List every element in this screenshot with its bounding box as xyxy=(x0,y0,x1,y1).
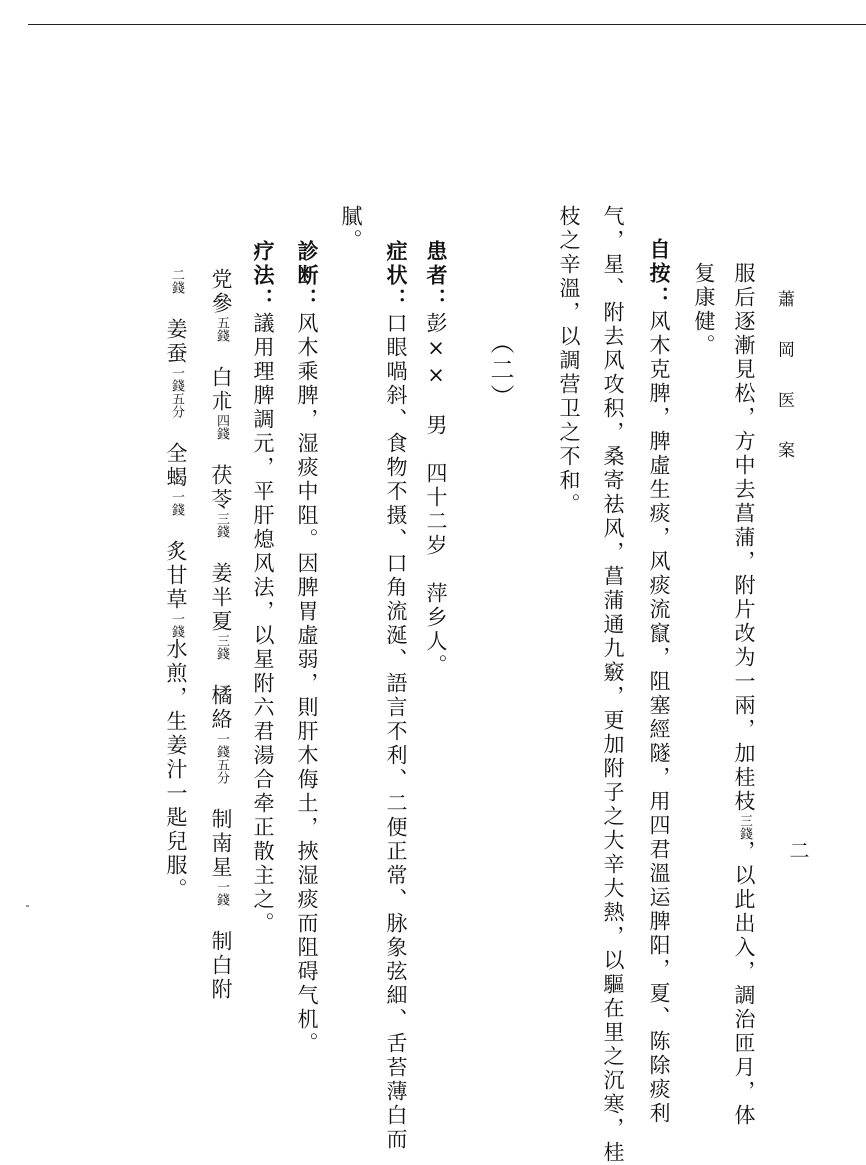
prescription-column-1 xyxy=(210,268,231,1002)
herb: 白朮 xyxy=(209,366,233,414)
herb-dose: 三錢 xyxy=(214,512,229,538)
herb-dose: 一錢 xyxy=(169,490,184,516)
text: 服后逐漸見松，方中去菖蒲，附片改为一兩，加桂枝 xyxy=(732,262,756,814)
herb: 全蝎 xyxy=(164,442,188,490)
text-column-b1-3 xyxy=(648,238,670,1126)
label-symptoms: 症状： xyxy=(384,240,409,312)
prescription-column-2 xyxy=(165,268,186,902)
text: 口眼喎斜、食物不摄、口角流涎、語言不利、二便正常、脉象弦細、舌苔薄白而 xyxy=(384,312,408,1152)
text-column-b2-5 xyxy=(252,240,274,936)
herb-dose: 一錢 xyxy=(169,612,184,638)
label-treatment: 疗法： xyxy=(251,240,276,312)
text: 水煎，生姜汁一匙兒服。 xyxy=(164,638,188,902)
label-self-note: 自按： xyxy=(647,238,672,310)
herb-dose: 四錢 xyxy=(214,414,229,440)
text-column-b1-4: 气，星、附去风攻积，桑寄祛风，菖蒲通九竅，更加附子之大辛大熱，以驅在里之沉寒，桂 xyxy=(601,205,625,1165)
herb-dose: 一錢五分 xyxy=(169,366,184,418)
top-rule xyxy=(28,24,866,25)
herb-dose: 二錢 xyxy=(169,268,184,294)
text-column-b2-1 xyxy=(425,240,447,678)
herb: 党參 xyxy=(209,268,233,316)
herb-dose: 五錢 xyxy=(214,316,229,342)
herb-dose: 一錢 xyxy=(214,880,229,906)
dose: 三錢 xyxy=(737,814,752,840)
label-diagnosis: 診断： xyxy=(295,240,320,312)
section-title: （二） xyxy=(486,330,514,411)
herb: 茯苓 xyxy=(209,464,233,512)
herb-dose: 三錢 xyxy=(214,634,229,660)
text-column-b1-2: 复康健。 xyxy=(692,262,716,358)
text-column-b2-3: 膩。 xyxy=(339,205,363,253)
herb: 姜半夏 xyxy=(209,562,233,634)
text-column-b1-1 xyxy=(733,262,754,1128)
text: 議用理脾調元，平肝熄风法，以星附六君湯合牵正散主之。 xyxy=(251,312,275,936)
herb: 姜蚕 xyxy=(164,318,188,366)
herb: 炙甘草 xyxy=(164,540,188,612)
text: 风木乘脾，湿痰中阻。因脾胃虛弱，則肝木侮土，挾湿痰而阻碍气机。 xyxy=(295,312,319,1056)
text: 风木克脾，脾虛生痰，风痰流竄，阻塞經隧，用四君溫运脾阳，夏、陈除痰利 xyxy=(647,310,671,1126)
herb: 橘絡 xyxy=(209,684,233,732)
herb: 制白附 xyxy=(209,930,233,1002)
text: 彭×× 男 四十二岁 萍乡人。 xyxy=(424,312,448,678)
stray-mark xyxy=(26,905,29,907)
text-column-b2-4 xyxy=(296,240,318,1056)
page-header-title: 蕭 岡 医 案 xyxy=(774,290,794,473)
herb-dose: 一錢五分 xyxy=(214,732,229,784)
page-number: 二 xyxy=(786,840,810,863)
text: ，以此出入，調治匝月，体 xyxy=(732,840,756,1128)
text-column-b2-2 xyxy=(385,240,407,1152)
herb: 制南星 xyxy=(209,808,233,880)
label-patient: 患者： xyxy=(424,240,449,312)
text-column-b1-5: 枝之辛溫，以調营卫之不和。 xyxy=(557,205,581,517)
